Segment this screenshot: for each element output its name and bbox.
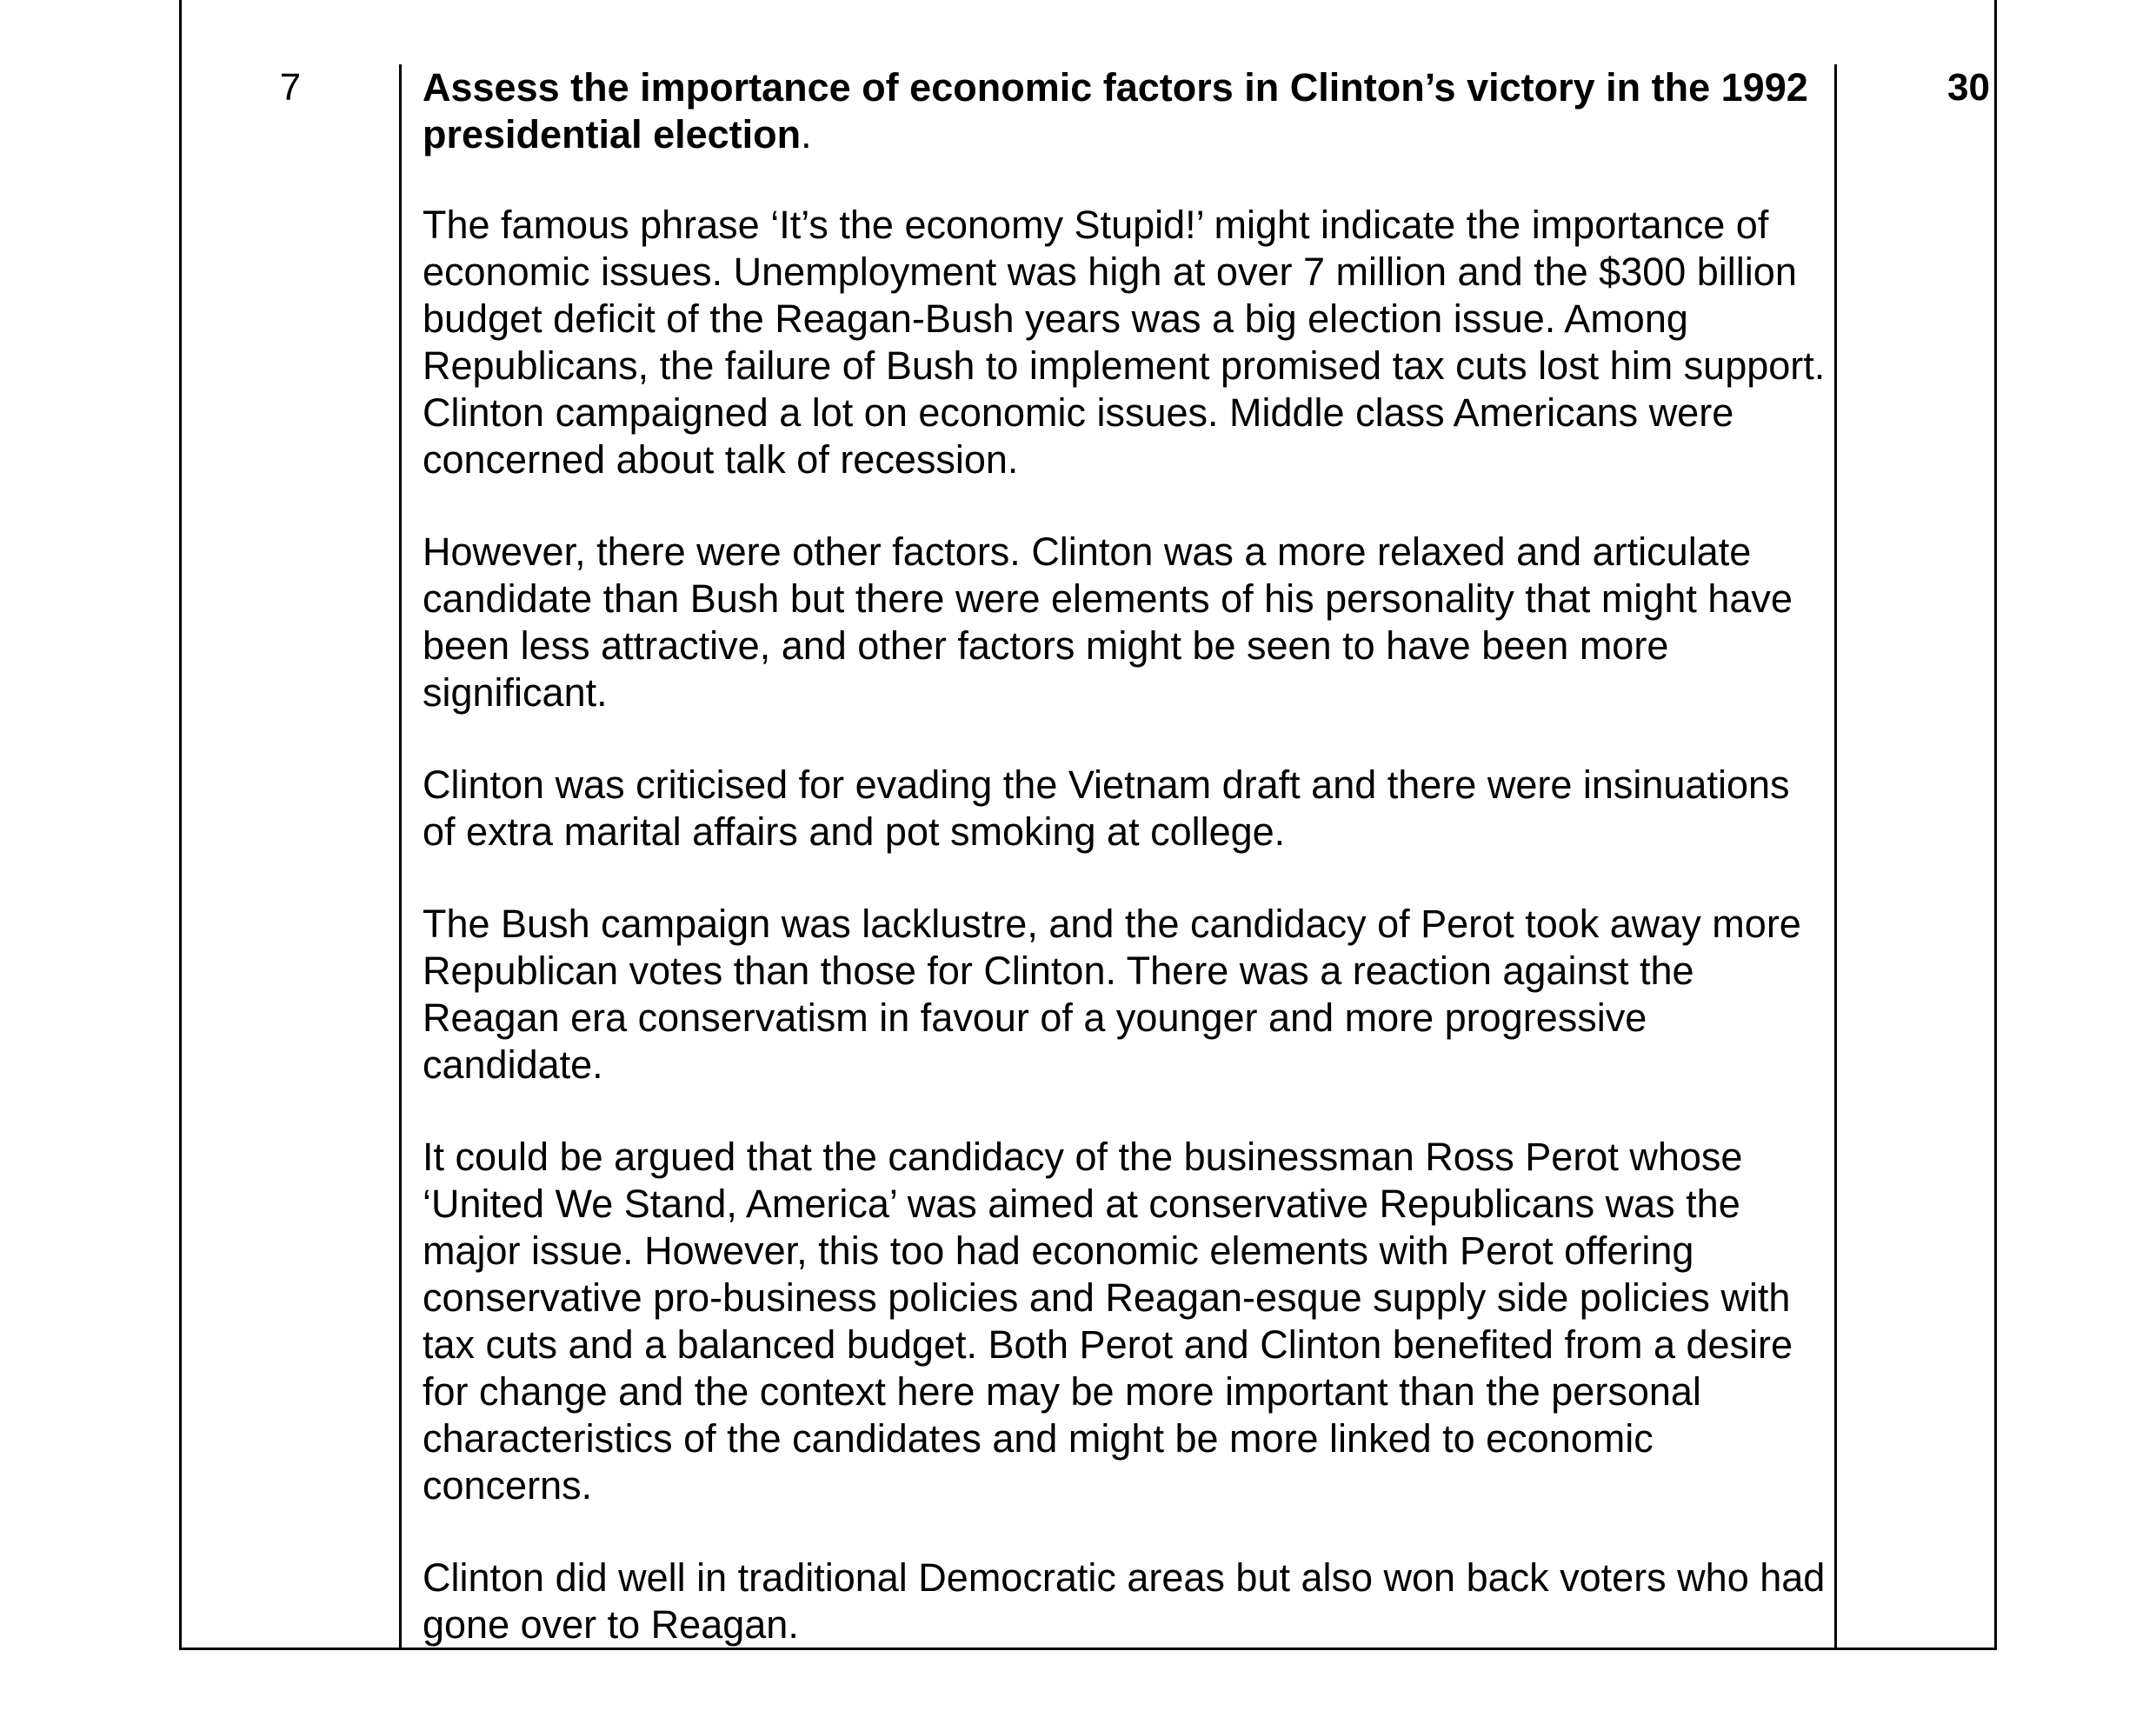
column-divider-right [1834, 64, 1837, 1648]
mark-scheme-table [179, 0, 1997, 1650]
answer-paragraph: The Bush campaign was lacklustre, and the candidacy of Perot took away more Republican votes than those for Clinton. There was a reaction against the Reagan era conservatism in favour of a younger and more progressive candidate. [423, 902, 1801, 1087]
column-divider-left [399, 64, 402, 1648]
answer-paragraph: Clinton was criticised for evading the Vietnam draft and there were insinuations of extra marital affairs and pot smoking at college. [423, 762, 1790, 854]
answer-paragraph: However, there were other factors. Clinton was a more relaxed and articulate candidate than Bush but there were elements of his personality that might have been less attractive, and other factors might be seen to have been more significant. [423, 529, 1793, 715]
question-number: 7 [279, 66, 302, 109]
question-title-end: . [801, 112, 812, 156]
question-title [423, 64, 1827, 158]
question-content [423, 64, 1827, 1648]
answer-paragraph: The famous phrase ‘It’s the economy Stupid!’ might indicate the importance of economic issues. Unemployment was high at over 7 million and the $300 billion budget deficit of the Reagan-Bush years was a big election issue. Among Republicans, the failure of Bush to implement promised tax cuts lost him support. Clinton campaigned a lot on economic issues. Middle class Americans were concerned about talk of recession. [423, 203, 1826, 482]
question-title-text: Assess the importance of economic factors in Clinton’s victory in the 1992 presidential election [423, 65, 1808, 156]
question-marks: 30 [1947, 66, 1990, 109]
answer-paragraph: Clinton did well in traditional Democratic areas but also won back voters who had gone over to Reagan. [423, 1555, 1826, 1647]
answer-paragraph: It could be argued that the candidacy of the businessman Ross Perot whose ‘United We Stand, America’ was aimed at conservative Republicans was the major issue. However, this too had economic elements with Perot offering conservative pro-business policies and Reagan-esque supply side policies with tax cuts and a balanced budget. Both Perot and Clinton benefited from a desire for change and the context here may be more important than the personal characteristics of the candidates and might be more linked to economic concerns. [423, 1135, 1793, 1508]
